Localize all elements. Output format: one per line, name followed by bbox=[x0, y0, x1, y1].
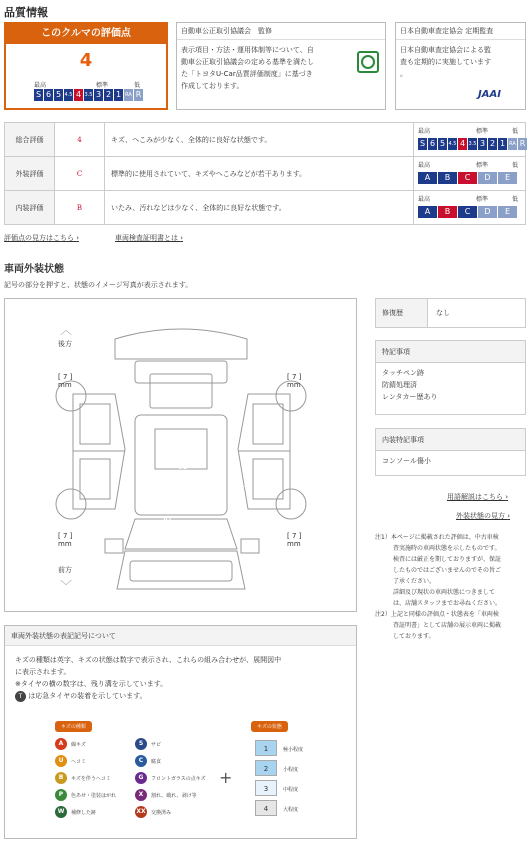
kind-label: 色あせ・塗装はがれ bbox=[71, 792, 117, 799]
association-body bbox=[177, 40, 385, 96]
state-badge-label: キズの状態 bbox=[251, 721, 288, 732]
eval-desc: キズ、へこみが少なく、全体的に良好な状態です。 bbox=[105, 123, 414, 157]
kind-code-icon: X bbox=[135, 789, 147, 801]
association-line: た「トヨタU-Car品質評価制度」に基づき bbox=[181, 70, 313, 78]
kind-code-icon: G bbox=[135, 772, 147, 784]
footnote-line: したものではございませんのでその旨ご bbox=[393, 567, 502, 574]
jaai-line: 。 bbox=[400, 70, 407, 78]
association-line: 作成しております。 bbox=[181, 82, 244, 90]
evaluation-table bbox=[4, 122, 526, 225]
scale-cell: S bbox=[35, 90, 42, 99]
interior-notes-value: コンソール傷小 bbox=[382, 457, 431, 465]
kind-code-icon: P bbox=[55, 789, 67, 801]
association-line: 表示項目・方法・運用体制等について、自 bbox=[181, 46, 314, 54]
tire-value: [ 7 ] bbox=[287, 532, 302, 540]
kind-label: 腐食 bbox=[151, 758, 162, 765]
kind-code-icon: U bbox=[55, 755, 67, 767]
scale-cell: 3.5 bbox=[84, 89, 93, 101]
kind-code-icon: S bbox=[135, 738, 147, 750]
scale-cell: 6 bbox=[45, 90, 52, 99]
kind-code-icon: B bbox=[55, 772, 67, 784]
footnote-line: 了承ください。 bbox=[393, 578, 436, 585]
eval-scale-cell bbox=[414, 157, 526, 191]
table-row bbox=[5, 123, 526, 157]
scale-cell: 5 bbox=[55, 90, 62, 99]
interior-notes-title: 内装特記事項 bbox=[376, 429, 525, 451]
kind-label: キズを伴うヘコミ bbox=[71, 775, 111, 782]
eval-desc: いたみ、汚れなどは少なく、全体的に良好な状態です。 bbox=[105, 191, 414, 225]
score-header: このクルマの評価点 bbox=[6, 24, 166, 44]
scale-cell: D bbox=[478, 206, 497, 218]
footnote-line: 査実施時の車両状態を示したものです。 bbox=[393, 545, 501, 552]
kind-code-icon: A bbox=[55, 738, 67, 750]
scale-cell: 4.5 bbox=[64, 89, 73, 101]
damage-mark[interactable]: W1 bbox=[236, 532, 247, 539]
footnote-line: 注1）本ページに掲載された評価は、中古車検 bbox=[375, 534, 499, 541]
scale-cell: B bbox=[438, 172, 457, 184]
kind-item bbox=[135, 789, 197, 801]
exterior-title: 車両外装状態 bbox=[4, 264, 64, 275]
state-label: 大程度 bbox=[283, 807, 299, 813]
eval-scale-cell bbox=[414, 123, 526, 157]
exterior-grade-scale bbox=[418, 172, 518, 184]
exterior-help-link[interactable] bbox=[456, 511, 510, 521]
tire-unit: mm bbox=[287, 381, 301, 389]
chevron-right-icon: › bbox=[180, 234, 184, 242]
scale-low-label: 低 bbox=[512, 196, 519, 203]
jaai-box bbox=[395, 22, 526, 110]
kind-label: 線キズ bbox=[71, 741, 86, 748]
damage-mark[interactable]: A1 bbox=[111, 440, 120, 447]
damage-mark[interactable]: A1 bbox=[244, 482, 253, 489]
scale-cell: E bbox=[498, 206, 517, 218]
kind-label: 交換済み bbox=[151, 809, 172, 816]
inspection-link[interactable] bbox=[115, 233, 183, 243]
kind-badge-label: キズの種類 bbox=[55, 721, 92, 732]
footnote bbox=[375, 532, 526, 642]
scale-low-label: 低 bbox=[512, 162, 519, 169]
tire-tread-front-right bbox=[287, 532, 301, 548]
jaai-logo: JAAI bbox=[478, 89, 501, 100]
eval-scale-cell bbox=[414, 191, 526, 225]
kind-label: ヘコミ bbox=[71, 758, 87, 765]
scale-cell: 1 bbox=[115, 90, 122, 99]
score-box bbox=[4, 22, 168, 110]
jaai-line: 査も定期的に実施しています bbox=[400, 58, 491, 66]
legend-line: キズの種類は英字、キズの状態は数字で表示され、これらの組み合わせが、展開図中 bbox=[15, 656, 282, 664]
state-number: 2 bbox=[255, 760, 277, 776]
glossary-link[interactable] bbox=[447, 492, 508, 502]
damage-mark[interactable]: A1 bbox=[144, 342, 153, 349]
tire-tread-front-left bbox=[58, 532, 72, 548]
scale-cell: 3 bbox=[95, 90, 102, 99]
kind-code-icon: W bbox=[55, 806, 67, 818]
legend-title: 車両外装状態の表記記号について bbox=[5, 626, 356, 646]
eval-grade: C bbox=[55, 157, 105, 191]
tire-tread-rear-left bbox=[58, 373, 72, 389]
scale-best-label: 最高 bbox=[418, 162, 431, 169]
repair-history-panel bbox=[375, 298, 526, 328]
jaai-body bbox=[396, 40, 525, 84]
scale-cell: 3.5 bbox=[468, 138, 477, 150]
scale-cell: 2 bbox=[489, 139, 496, 148]
kind-item bbox=[135, 772, 206, 784]
scale-cell: 4 bbox=[75, 90, 82, 99]
jaai-title: 日本自動車査定協会 定期監査 bbox=[396, 23, 525, 40]
chevron-up-icon[interactable]: ︿ bbox=[60, 323, 73, 337]
kind-code-icon: C bbox=[135, 755, 147, 767]
legend-line: に表示されます。 bbox=[15, 668, 71, 676]
scale-cell: 1 bbox=[499, 139, 506, 148]
scale-cell: RA bbox=[508, 138, 517, 150]
eval-label: 総合評価 bbox=[5, 123, 55, 157]
overall-grade-scale bbox=[418, 138, 528, 150]
list-item: レンタカー歴あり bbox=[382, 393, 438, 401]
special-notes-list bbox=[376, 363, 525, 407]
inspection-link-label: 車両検査証明書とは bbox=[115, 234, 178, 242]
scale-low-label: 低 bbox=[134, 82, 141, 89]
spare-tire-icon: T bbox=[15, 691, 26, 702]
damage-mark[interactable]: A1 bbox=[195, 567, 204, 574]
association-line: 動車公正取引協議会の定める基準を満たし bbox=[181, 58, 314, 66]
fair-trade-logo-icon bbox=[357, 51, 379, 73]
kind-label: 割れ、破れ、剥け等 bbox=[151, 792, 197, 799]
scale-best-label: 最高 bbox=[418, 196, 431, 203]
eval-label: 内装評価 bbox=[5, 191, 55, 225]
scale-low-label: 低 bbox=[512, 128, 519, 135]
footnote-line: 査証明書」として店舗の展示車両に掲載 bbox=[393, 622, 502, 629]
scale-cell: S bbox=[419, 139, 426, 148]
damage-mark[interactable]: G bbox=[195, 490, 200, 497]
front-label: 前方 bbox=[58, 566, 72, 574]
repair-value: なし bbox=[436, 309, 450, 317]
repair-label: 修復歴 bbox=[376, 299, 428, 327]
eval-grade: 4 bbox=[55, 123, 105, 157]
tire-unit: mm bbox=[58, 381, 72, 389]
kind-label: 補修した跡 bbox=[71, 809, 97, 816]
scale-cell: C bbox=[458, 172, 477, 184]
tire-unit: mm bbox=[287, 540, 301, 548]
scale-best-label: 最高 bbox=[34, 82, 47, 89]
rear-label: 後方 bbox=[58, 340, 72, 348]
kind-item bbox=[55, 738, 86, 750]
kind-code-icon: XX bbox=[135, 806, 147, 818]
special-notes-title: 特記事項 bbox=[376, 341, 525, 363]
scale-cell: 5 bbox=[439, 139, 446, 148]
kind-label: サビ bbox=[151, 741, 162, 748]
scale-best-label: 最高 bbox=[418, 128, 431, 135]
scale-cell: C bbox=[458, 206, 477, 218]
kind-item bbox=[135, 738, 161, 750]
scale-cell: A bbox=[418, 206, 437, 218]
score-value: 4 bbox=[79, 50, 93, 71]
chevron-down-icon[interactable]: ﹀ bbox=[60, 579, 73, 593]
legend-panel bbox=[4, 625, 357, 839]
eval-desc: 標準的に使用されていて、キズやへこみなどが若干あります。 bbox=[105, 157, 414, 191]
damage-mark[interactable]: U1 bbox=[110, 422, 121, 429]
footnote-line: しております。 bbox=[393, 633, 435, 640]
tire-value: [ 7 ] bbox=[287, 373, 302, 381]
plus-icon: + bbox=[219, 768, 233, 787]
state-number: 4 bbox=[255, 800, 277, 816]
legend-text bbox=[5, 646, 356, 702]
scale-cell: 4.5 bbox=[448, 138, 457, 150]
damage-mark[interactable]: A1 bbox=[211, 342, 220, 349]
legend-line bbox=[15, 690, 346, 702]
kind-item bbox=[55, 789, 116, 801]
scale-cell: D bbox=[478, 172, 497, 184]
kind-label: フロントガラスの点キズ bbox=[151, 775, 206, 782]
footnote-line: 検査には厳正を期しておりますが、保証 bbox=[393, 556, 502, 563]
repair-history-row bbox=[376, 299, 525, 327]
scale-cell: E bbox=[498, 172, 517, 184]
interior-notes-panel bbox=[375, 428, 526, 476]
legend-line-text: は応急タイヤの装着を示しています。 bbox=[28, 692, 147, 700]
scale-cell: R bbox=[135, 90, 142, 99]
tire-unit: mm bbox=[58, 540, 72, 548]
scale-standard-label: 標準 bbox=[476, 162, 489, 169]
scale-standard-label: 標準 bbox=[476, 196, 489, 203]
table-row bbox=[5, 157, 526, 191]
scale-cell: RA bbox=[124, 89, 133, 101]
kind-item bbox=[55, 755, 86, 767]
scale-cell: 4 bbox=[459, 139, 466, 148]
scale-standard-label: 標準 bbox=[96, 82, 109, 89]
exterior-subtitle: 記号の部分を押すと、状態のイメージ写真が表示されます。 bbox=[4, 281, 193, 289]
state-label: 小程度 bbox=[283, 767, 299, 773]
scale-cell: R bbox=[519, 139, 526, 148]
state-label: 極小程度 bbox=[283, 747, 304, 753]
kind-badge bbox=[55, 721, 92, 732]
chevron-right-icon: › bbox=[505, 493, 509, 501]
chevron-right-icon: › bbox=[507, 512, 511, 520]
list-item: 防錆処理済 bbox=[382, 381, 417, 389]
damage-mark[interactable]: U1 bbox=[177, 464, 188, 471]
damage-mark[interactable]: U1 bbox=[243, 440, 254, 447]
damage-mark[interactable]: A1 bbox=[244, 422, 253, 429]
footnote-line: は、店舗スタッフまでお尋ねください。 bbox=[393, 600, 502, 607]
list-item: タッチペン跡 bbox=[382, 369, 424, 377]
glossary-link-label: 用語解説はこちら bbox=[447, 493, 503, 501]
scale-cell: 6 bbox=[429, 139, 436, 148]
damage-mark[interactable]: A1 bbox=[163, 516, 172, 523]
scale-standard-label: 標準 bbox=[476, 128, 489, 135]
footnote-line: 詳細及び現状の車両状態につきまして bbox=[393, 589, 495, 596]
tire-value: [ 7 ] bbox=[58, 532, 73, 540]
legend-line: ※タイヤの横の数字は、残り溝を示しています。 bbox=[15, 680, 168, 688]
tire-value: [ 7 ] bbox=[58, 373, 73, 381]
kind-item bbox=[135, 755, 161, 767]
scale-cell: 2 bbox=[105, 90, 112, 99]
overall-grade-scale bbox=[34, 89, 144, 101]
tire-tread-rear-right bbox=[287, 373, 301, 389]
eval-help-link-label: 評価点の見方はこちら bbox=[4, 234, 74, 242]
state-number: 3 bbox=[255, 780, 277, 796]
interior-grade-scale bbox=[418, 206, 518, 218]
exterior-help-link-label: 外装状態の見方 bbox=[456, 512, 505, 520]
association-box bbox=[176, 22, 386, 110]
eval-label: 外装評価 bbox=[5, 157, 55, 191]
page-title: 品質情報 bbox=[4, 6, 48, 19]
jaai-line: 日本自動車査定協会による監 bbox=[400, 46, 491, 54]
damage-mark[interactable]: P1 bbox=[244, 464, 253, 471]
kind-item bbox=[55, 772, 111, 784]
chevron-right-icon: › bbox=[76, 234, 80, 242]
association-title: 自動車公正取引協議会 監修 bbox=[177, 23, 385, 40]
kind-item bbox=[135, 806, 171, 818]
scale-cell: A bbox=[418, 172, 437, 184]
footnote-line: 注2）上記と同様の評価点・状態表を「車両検 bbox=[375, 611, 499, 618]
kind-item bbox=[55, 806, 96, 818]
eval-help-link[interactable] bbox=[4, 233, 79, 243]
eval-grade: B bbox=[55, 191, 105, 225]
special-notes-panel bbox=[375, 340, 526, 415]
state-badge bbox=[251, 721, 288, 732]
car-diagram bbox=[4, 298, 357, 612]
scale-cell: 3 bbox=[479, 139, 486, 148]
scale-cell: B bbox=[438, 206, 457, 218]
damage-mark[interactable]: A1 bbox=[159, 567, 168, 574]
state-label: 中程度 bbox=[283, 787, 299, 793]
state-number: 1 bbox=[255, 740, 277, 756]
table-row bbox=[5, 191, 526, 225]
